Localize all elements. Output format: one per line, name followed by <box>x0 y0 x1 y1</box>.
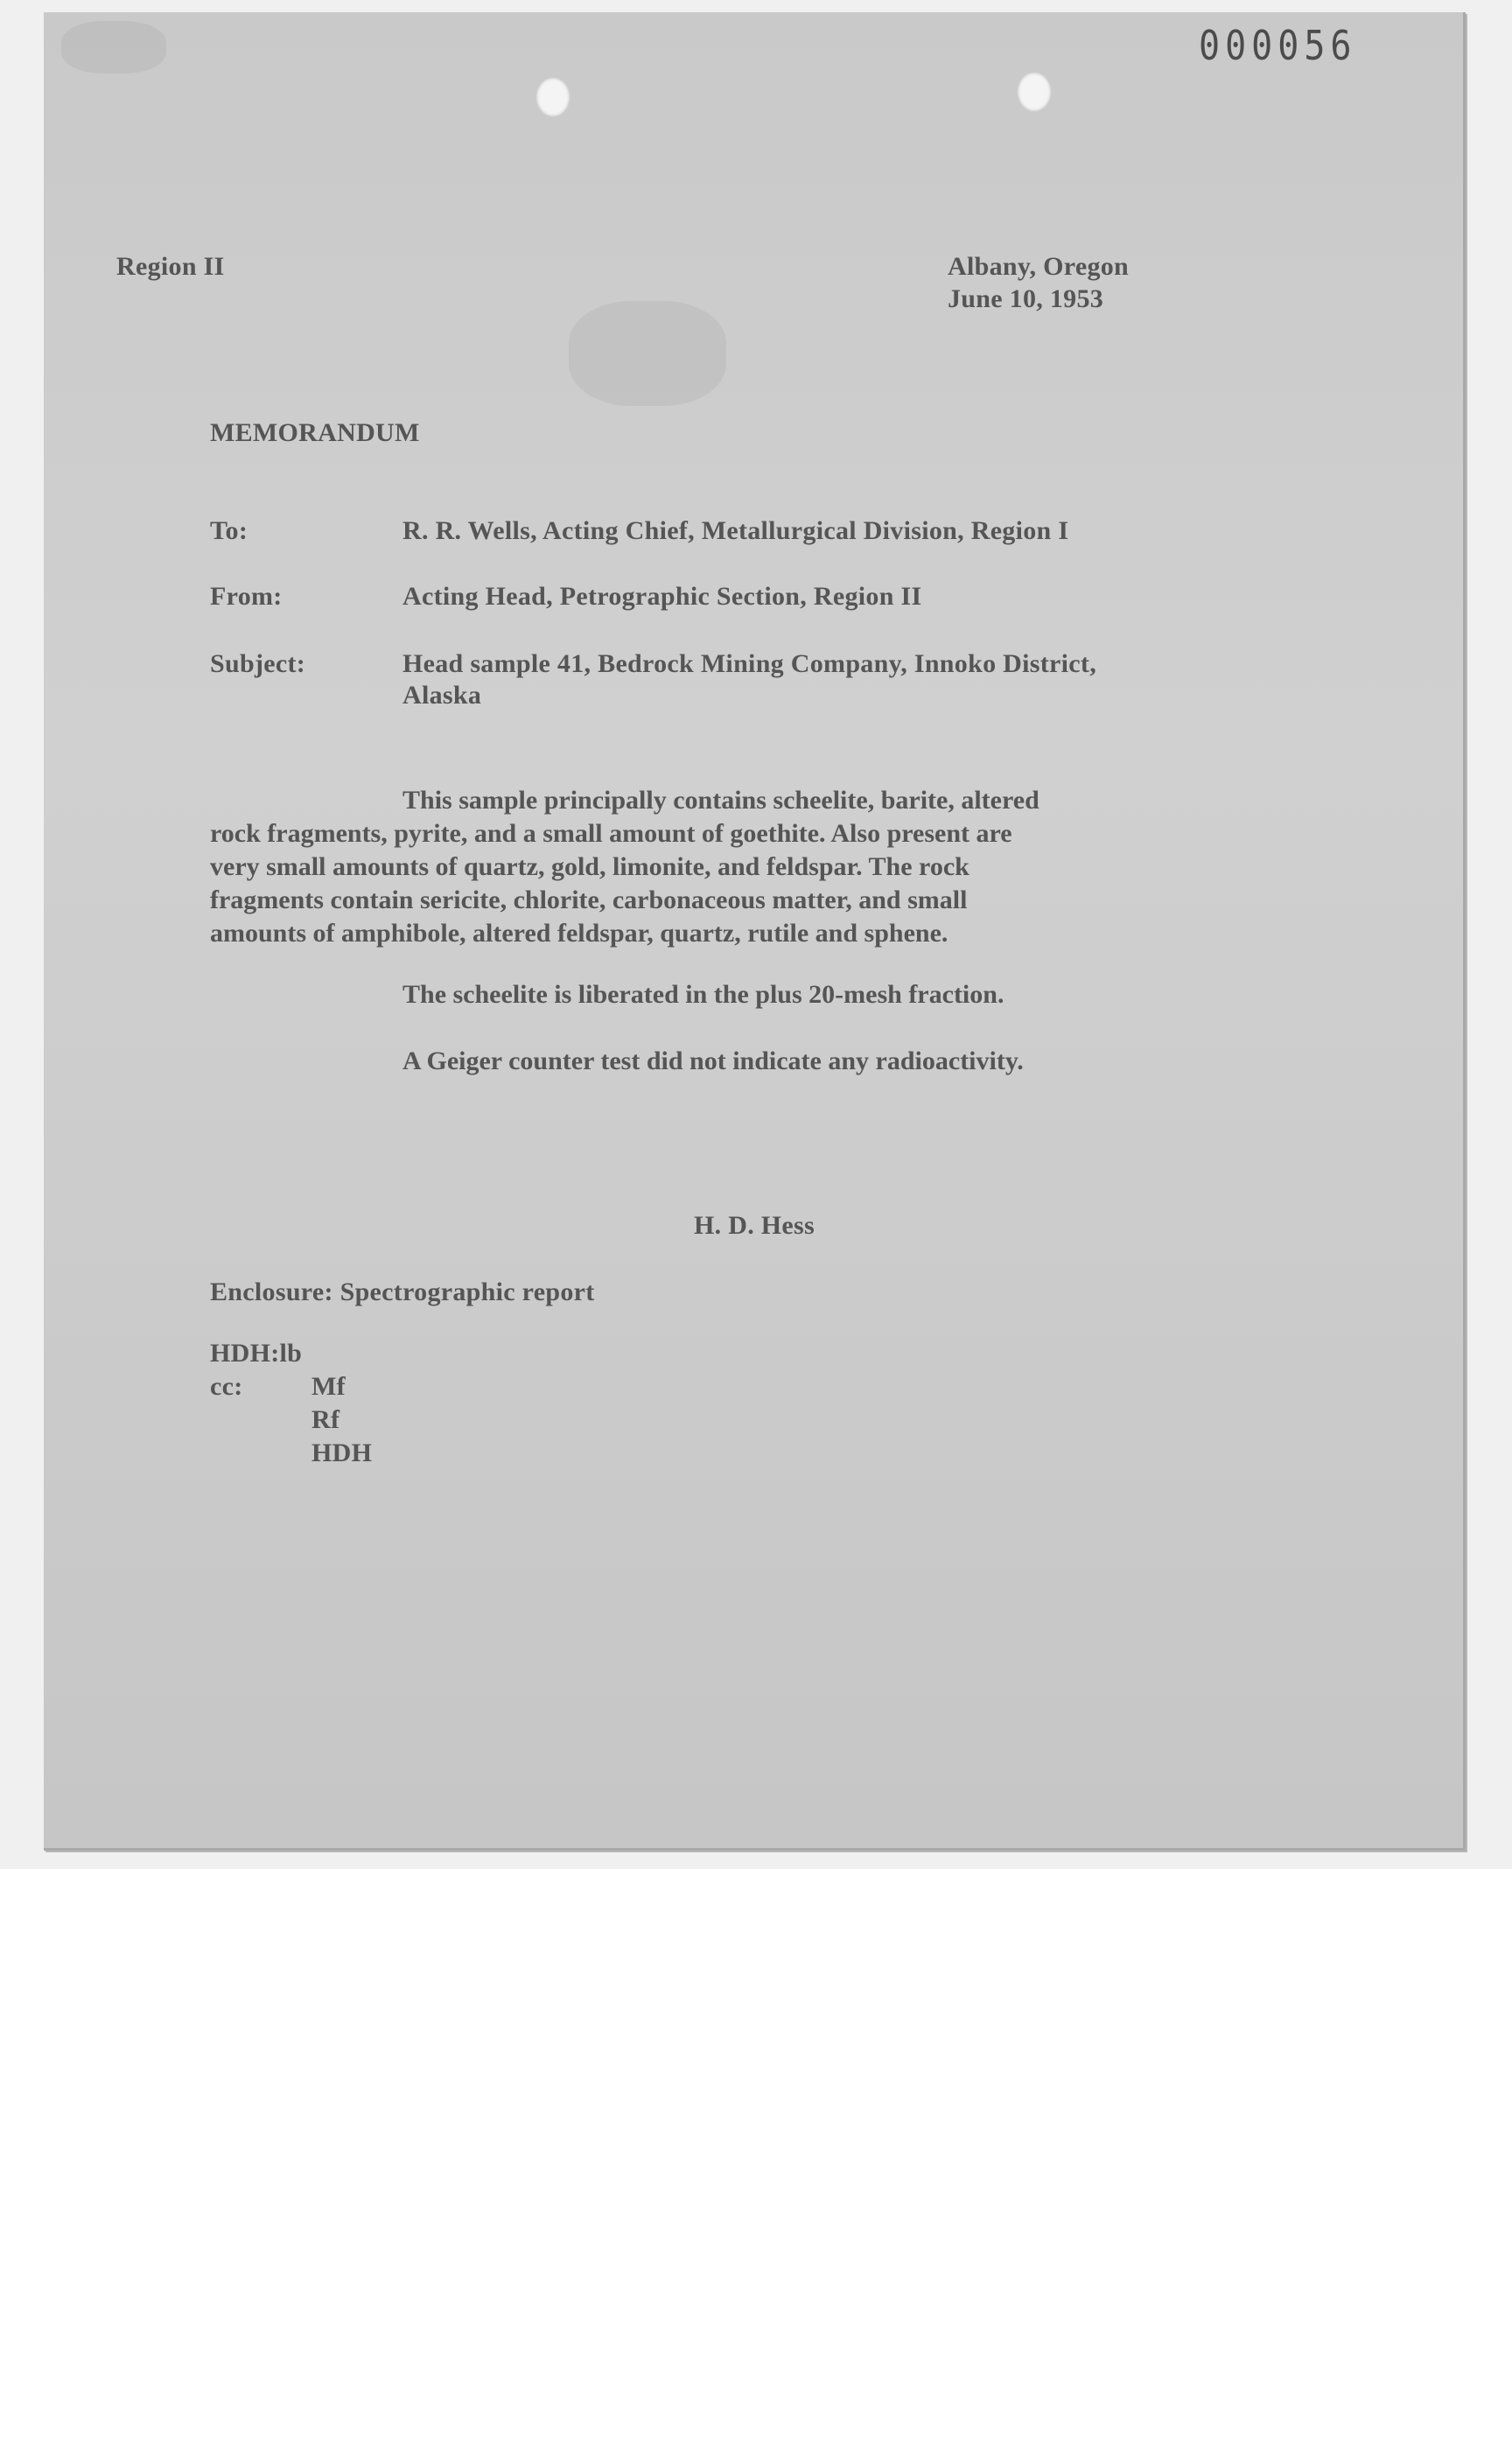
subject-value-line-2: Alaska <box>402 681 482 710</box>
punch-hole <box>1017 72 1052 112</box>
from-label: From: <box>210 582 283 611</box>
body-line: very small amounts of quartz, gold, limonite, and feldspar. The rock <box>210 852 970 881</box>
cc-recipient: HDH <box>312 1438 373 1467</box>
body-line: rock fragments, pyrite, and a small amount of goethite. Also present are <box>210 819 1012 848</box>
reference-initials: HDH:lb <box>210 1339 303 1368</box>
cc-label: cc: <box>210 1372 243 1401</box>
scan-smudge <box>61 21 166 74</box>
enclosure-line: Enclosure: Spectrographic report <box>210 1278 595 1306</box>
signature-name: H. D. Hess <box>694 1211 815 1240</box>
from-value: Acting Head, Petrographic Section, Region II <box>402 582 922 611</box>
to-value: R. R. Wells, Acting Chief, Metallurgical Division, Region I <box>402 516 1069 545</box>
punch-hole <box>536 77 570 117</box>
body-line: amounts of amphibole, altered feldspar, quartz, rutile and sphene. <box>210 919 948 948</box>
place-line: Albany, Oregon <box>948 252 1130 281</box>
body-paragraph-2: The scheelite is liberated in the plus 20-mesh fraction. <box>402 980 1004 1009</box>
subject-value-line-1: Head sample 41, Bedrock Mining Company, Innoko District, <box>402 649 1096 678</box>
date-line: June 10, 1953 <box>948 284 1104 313</box>
scan-smudge <box>569 301 726 406</box>
cc-recipient: Rf <box>312 1405 340 1434</box>
cc-recipient: Mf <box>312 1372 346 1401</box>
body-paragraph-1 <box>210 784 1260 950</box>
region-heading: Region II <box>116 252 225 281</box>
body-line: This sample principally contains scheelite, barite, altered <box>402 786 1040 815</box>
memo-title: MEMORANDUM <box>210 418 420 447</box>
to-label: To: <box>210 516 248 545</box>
body-line: fragments contain sericite, chlorite, carbonaceous matter, and small <box>210 886 968 914</box>
document-number-stamp: 000056 <box>1199 23 1357 70</box>
subject-label: Subject: <box>210 649 306 678</box>
body-paragraph-3: A Geiger counter test did not indicate any radioactivity. <box>402 1046 1024 1075</box>
